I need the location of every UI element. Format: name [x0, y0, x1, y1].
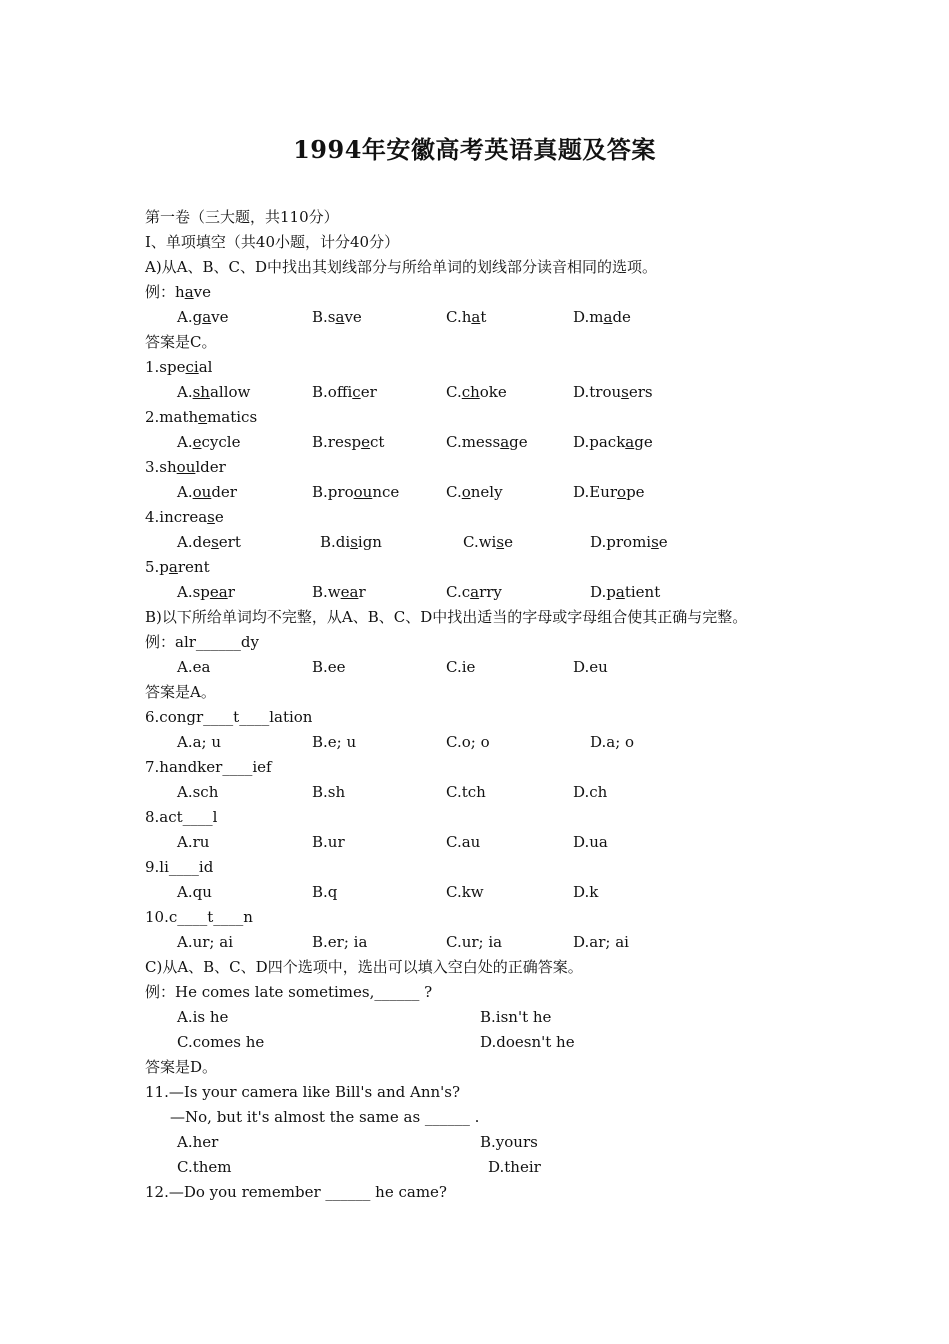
example-b-option-b: B.ee	[312, 658, 346, 676]
question-11-reply: —No, but it's almost the same as ______ .	[170, 1108, 480, 1126]
question-9-option-a: A.qu	[177, 883, 212, 901]
question-8-option-c: C.au	[446, 833, 481, 851]
example-c-option-a: A.is he	[177, 1008, 229, 1026]
example-c-option-c: C.comes he	[177, 1033, 265, 1051]
question-9-option-d: D.k	[573, 883, 599, 901]
example-a-stem: 例：have	[145, 283, 211, 301]
question-7-option-a: A.sch	[177, 783, 219, 801]
question-7-option-c: C.tch	[446, 783, 486, 801]
example-a-option-d: D.made	[573, 308, 631, 326]
example-a-option-c: C.hat	[446, 308, 487, 326]
question-5-option-a: A.spear	[177, 583, 235, 601]
question-4-option-a: A.desert	[177, 533, 241, 551]
section-b-instruction: B)以下所给单词均不完整，从A、B、C、D中找出适当的字母或字母组合使其正确与完整。	[145, 608, 748, 626]
question-10-option-b: B.er; ia	[312, 933, 368, 951]
example-a-answer: 答案是C。	[145, 333, 217, 351]
question-2-option-d: D.package	[573, 433, 653, 451]
question-6-option-c: C.o; o	[446, 733, 490, 751]
question-4-option-b: B.disign	[320, 533, 382, 551]
question-1-option-c: C.choke	[446, 383, 507, 401]
question-6-stem: 6.congr____t____lation	[145, 708, 313, 726]
question-4-option-d: D.promise	[590, 533, 668, 551]
example-c-answer: 答案是D。	[145, 1058, 218, 1076]
question-2-stem: 2.mathematics	[145, 408, 258, 426]
question-8-option-d: D.ua	[573, 833, 608, 851]
question-5-stem: 5.parent	[145, 558, 210, 576]
question-10-option-a: A.ur; ai	[177, 933, 233, 951]
question-3-option-b: B.proounce	[312, 483, 400, 501]
question-10-option-d: D.ar; ai	[573, 933, 629, 951]
question-3-option-a: A.ouder	[177, 483, 237, 501]
question-7-option-b: B.sh	[312, 783, 346, 801]
question-3-stem: 3.shoulder	[145, 458, 226, 476]
question-6-option-a: A.a; u	[177, 733, 222, 751]
question-3-option-c: C.onely	[446, 483, 503, 501]
question-7-stem: 7.handker____ief	[145, 758, 272, 776]
section-a-instruction: A)从A、B、C、D中找出其划线部分与所给单词的划线部分读音相同的选项。	[145, 258, 658, 276]
question-5-option-d: D.patient	[590, 583, 661, 601]
example-b-answer: 答案是A。	[145, 683, 216, 701]
question-4-option-c: C.wise	[463, 533, 513, 551]
question-3-option-d: D.Europe	[573, 483, 645, 501]
example-c-option-d: D.doesn't he	[480, 1033, 575, 1051]
volume-header: 第一卷（三大题，共110分）	[145, 208, 339, 226]
question-1-option-a: A.shallow	[177, 383, 251, 401]
question-11-option-c: C.them	[177, 1158, 232, 1176]
question-2-option-c: C.message	[446, 433, 528, 451]
question-11-option-b: B.yours	[480, 1133, 538, 1151]
question-10-stem: 10.c____t____n	[145, 908, 253, 926]
example-c-option-b: B.isn't he	[480, 1008, 552, 1026]
question-11-option-d: D.their	[488, 1158, 541, 1176]
example-a-option-a: A.gave	[177, 308, 229, 326]
question-12-stem: 12.—Do you remember ______ he came?	[145, 1183, 447, 1201]
question-8-option-a: A.ru	[177, 833, 210, 851]
section-c-instruction: C)从A、B、C、D四个选项中，选出可以填入空白处的正确答案。	[145, 958, 583, 976]
example-b-stem: 例：alr______dy	[145, 633, 259, 651]
question-4-stem: 4.increase	[145, 508, 224, 526]
example-c-stem: 例：He comes late sometimes,______ ?	[145, 983, 433, 1001]
question-10-option-c: C.ur; ia	[446, 933, 503, 951]
question-2-option-b: B.respect	[312, 433, 385, 451]
question-5-option-c: C.carry	[446, 583, 502, 601]
question-9-option-c: C.kw	[446, 883, 484, 901]
part-header: I、单项填空（共40小题，计分40分）	[145, 233, 400, 251]
question-1-stem: 1.special	[145, 358, 213, 376]
question-1-option-d: D.trousers	[573, 383, 653, 401]
question-5-option-b: B.wear	[312, 583, 366, 601]
example-a-option-b: B.save	[312, 308, 362, 326]
question-7-option-d: D.ch	[573, 783, 608, 801]
question-11-option-a: A.her	[177, 1133, 219, 1151]
question-8-option-b: B.ur	[312, 833, 345, 851]
question-2-option-a: A.ecycle	[177, 433, 241, 451]
question-9-stem: 9.li____id	[145, 858, 214, 876]
question-1-option-b: B.officer	[312, 383, 377, 401]
question-6-option-b: B.e; u	[312, 733, 357, 751]
example-b-option-d: D.eu	[573, 658, 608, 676]
page-title: 1994年安徽高考英语真题及答案	[293, 135, 656, 164]
question-11-stem: 11.—Is your camera like Bill's and Ann's?	[145, 1083, 460, 1101]
question-8-stem: 8.act____l	[145, 808, 218, 826]
question-9-option-b: B.q	[312, 883, 338, 901]
example-b-option-c: C.ie	[446, 658, 476, 676]
example-b-option-a: A.ea	[177, 658, 211, 676]
question-6-option-d: D.a; o	[590, 733, 635, 751]
